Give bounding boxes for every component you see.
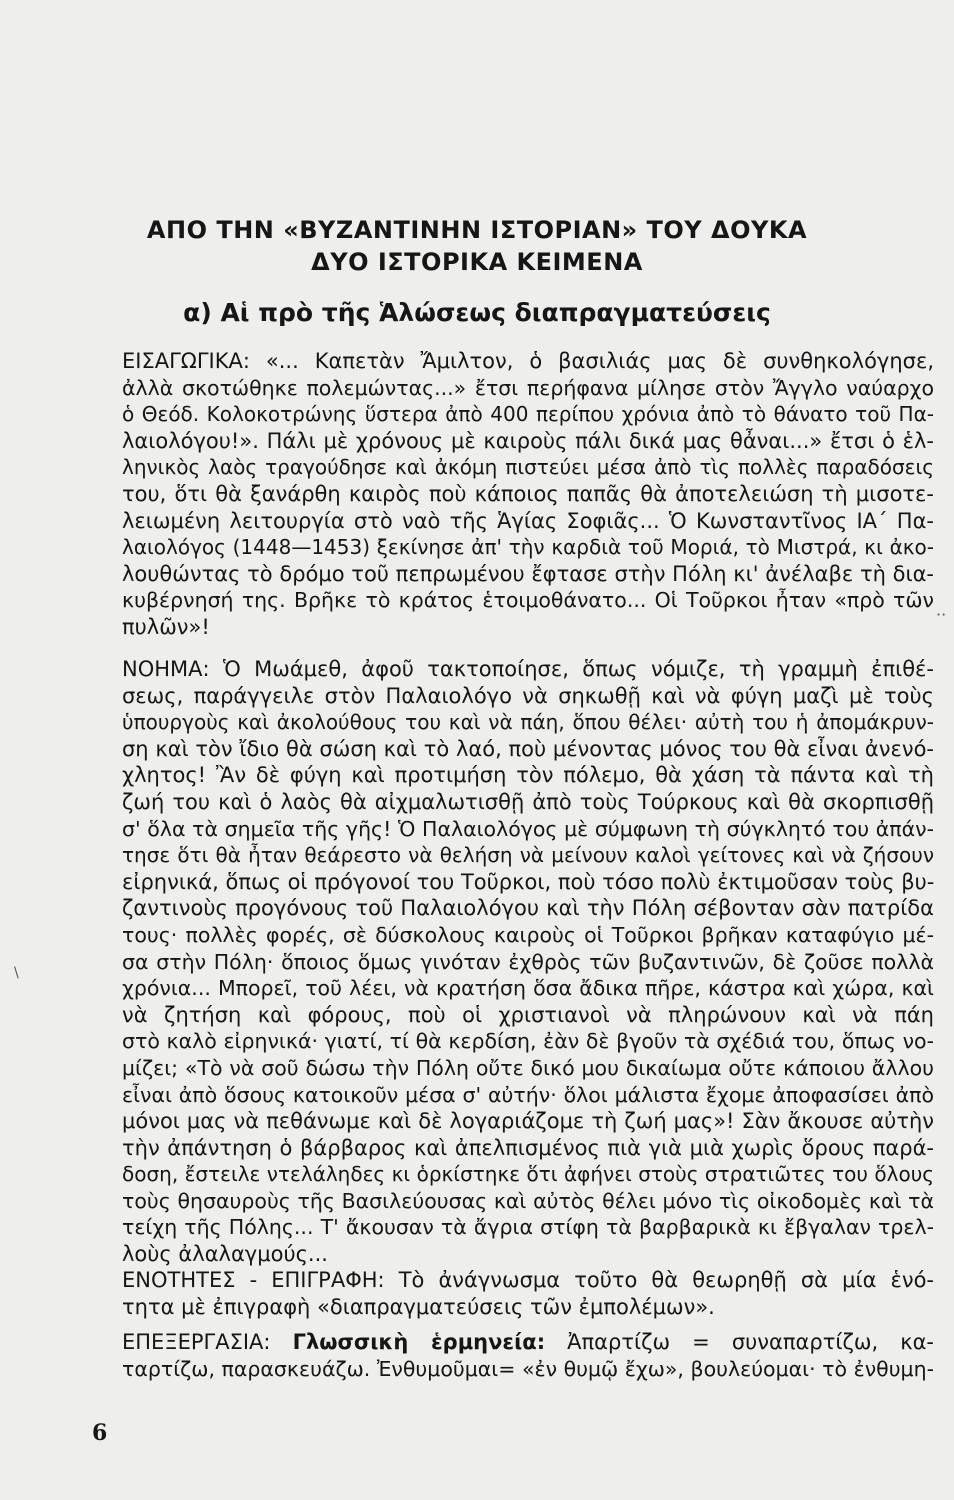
text-line: δοση, ἔστειλε ντελάληδες κι ὁρκίστηκε ὅτι ἀφήνει στοὺς στρατιῶτες του ὅλους <box>122 1162 934 1187</box>
text-line: ταρτίζω, παρασκευάζω. Ἐνθυμοῦμαι= «ἐν θυμῷ ἔχω», βουλεύομαι· τὸ ἐνθυμη- <box>122 1356 934 1381</box>
text-line: εἰρηνικά, ὅπως οἱ πρόγονοί του Τοῦρκοι, ποὺ τόσο πολὺ ἐκτιμοῦσαν τοὺς βυ- <box>122 869 935 894</box>
enotites-label: ΕΝΟΤΗΤΕΣ - ΕΠΙΓΡΑΦΗ: <box>122 1268 385 1292</box>
text-line: χρόνια... Μπορεῖ, τοῦ λέει, νὰ κρατήση ὅσα ἄδικα πῆρε, κάστρα καὶ χώρα, καὶ <box>122 976 934 1001</box>
text-line: ὑπουργοὺς καὶ ἀκολούθους του καὶ νὰ πάη, ὅπου θέλει· αὐτὴ του ἡ ἀπομάκρυν- <box>122 710 934 735</box>
noima-label: ΝΟΗΜΑ: <box>122 657 210 681</box>
title-line-1: ΑΠΟ ΤΗΝ «ΒΥΖΑΝΤΙΝΗΝ ΙΣΤΟΡΙΑΝ» ΤΟΥ ΔΟΥΚΑ <box>146 216 808 244</box>
text-line: τησε ὅτι θὰ ἦταν θεάρεστο νὰ θελήση νὰ μείνουν καλοὶ γείτονες καὶ νὰ ζήσουν <box>122 843 934 868</box>
text-line: τητα μὲ ἐπιγραφὴ «διαπραγματεύσεις τῶν ἐμπολέμων». <box>122 1294 715 1319</box>
text-line: λαιολόγου!». Πάλι μὲ χρόνους μὲ καιροὺς πάλι δικά μας θἆναι...» ἔτσι ὁ ἑλ- <box>122 428 934 453</box>
text-line: του, ὅτι θὰ ξανάρθη καιρὸς ποὺ κάποιος παπᾶς θὰ ἀποτελειώση τὴ μισοτε- <box>122 481 934 506</box>
text-line: τείχη τῆς Πόλης... Τ' ἄκουσαν τὰ ἄγρια στίφη τὰ βαρβαρικὰ κι ἔβγαλαν τρελ- <box>122 1215 934 1240</box>
margin-mark: \ <box>14 965 19 981</box>
text-line: λοὺς ἀλαλαγμούς... <box>122 1242 328 1267</box>
text-line: σα στὴν Πόλη· ὅποιος ὅμως γινόταν ἐχθρὸς τῶν βυζαντινῶν, δὲ ζοῦσε πολλὰ <box>122 949 934 974</box>
text-line: τοὺς θησαυροὺς τῆς Βασιλεύουσας καὶ αὐτὸς θέλει μόνο τὶς οἰκοδομὲς καὶ τὰ <box>122 1188 934 1213</box>
text-line: ζαντινοὺς προγόνους τοῦ Παλαιολόγου καὶ τὴν Πόλη σέβονταν σὰν πατρίδα <box>122 896 934 921</box>
noima-paragraph <box>122 656 934 1268</box>
text-line: λειωμένη λειτουργία στὸ ναὸ τῆς Ἁγίας Σοφιᾶς... Ὁ Κωνσταντῖνος ΙΑ΄ Πα- <box>122 508 934 533</box>
text-line: ΝΟΗΜΑ: Ὁ Μωάμεθ, ἀφοῦ τακτοποίησε, ὅπως νόμιζε, τὴ γραμμὴ ἐπιθέ- <box>122 657 934 681</box>
epexergasia-label: ΕΠΕΞΕΡΓΑΣΙΑ: <box>122 1330 271 1354</box>
text-line: τους· πολλὲς φορές, σὲ δύσκολους καιροὺς οἱ Τοῦρκοι βρῆκαν καταφύγιο μέ- <box>122 922 934 947</box>
margin-mark: ·· <box>936 605 947 624</box>
page-number: 6 <box>92 1420 108 1446</box>
text-line: ΕΙΣΑΓΩΓΙΚΑ: «... Καπετὰν Ἄμιλτον, ὁ βασιλιάς μας δὲ συνθηκολόγησε, <box>122 349 934 373</box>
text-line: νὰ ζητήση καὶ φόρους, ποὺ οἱ χριστιανοὶ νὰ πληρώνουν καὶ νὰ πάη <box>122 1002 934 1027</box>
glossiki-label: Γλωσσικὴ ἑρμηνεία: <box>292 1330 546 1354</box>
enotites-paragraph <box>122 1267 934 1320</box>
title-line-2: ΔΥΟ ΙΣΤΟΡΙΚΑ ΚΕΙΜΕΝΑ <box>311 248 643 276</box>
text-line: μόνοι μας νὰ πεθάνωμε καὶ δὲ λογαριάζομε τὴ ζωή μας»! Σὰν ἄκουσε αὐτὴν <box>122 1109 934 1134</box>
text-line: ζωή του καὶ ὁ λαὸς θὰ αἰχμαλωτισθῇ ἀπὸ τοὺς Τούρκους καὶ θὰ σκορπισθῇ <box>122 789 934 814</box>
text-line: εἶναι ἀπὸ ὅσους κατοικοῦν μέσα σ' αὐτήν· ὅλοι μάλιστα ἔχομε ἀποφασίσει ἀπὸ <box>122 1082 934 1107</box>
text-line: πυλῶν»! <box>122 614 210 639</box>
text-line: ΕΝΟΤΗΤΕΣ - ΕΠΙΓΡΑΦΗ: Τὸ ἀνάγνωσμα τοῦτο θὰ θεωρηθῇ σὰ μία ἑνό- <box>122 1268 934 1292</box>
text-line: κυβέρνησή της. Βρῆκε τὸ κράτος ἑτοιμοθάνατο... Οἱ Τοῦρκοι ἦταν «πρὸ τῶν <box>122 588 934 613</box>
text-line: ση καὶ τὸν ἴδιο θὰ σώση καὶ τὸ λαό, ποὺ μένοντας μόνος του θὰ εἶναι ἀνενό- <box>122 736 934 761</box>
text-line: σεως, παράγγειλε στὸν Παλαιολόγο νὰ σηκωθῇ καὶ νὰ φύγη μαζὶ μὲ τοὺς <box>122 683 934 708</box>
text-line: μίζει; «Τὸ νὰ σοῦ δώσω τὴν Πόλη οὔτε δικό μου δικαίωμα οὔτε κάποιου ἄλλου <box>122 1055 934 1080</box>
text-line: στὸ καλὸ εἰρηνικά· γιατί, τί θὰ κερδίση, ἐὰν δὲ βγοῦν τὰ σχέδιά του, ὅπως νο- <box>122 1029 934 1054</box>
intro-paragraph <box>122 348 934 641</box>
text-line: ὁ Θεόδ. Κολοκοτρώνης ὕστερα ἀπὸ 400 περίπου χρόνια ἀπὸ τὸ θάνατο τοῦ Πα- <box>122 402 934 427</box>
text-line: λαιολόγος (1448—1453) ξεκίνησε ἀπ' τὴν καρδιὰ τοῦ Μοριά, τὸ Μιστρά, κι ἀκο- <box>122 535 934 560</box>
text-line: ἀλλὰ σκοτώθηκε πολεμώντας...» ἔτσι περήφανα μίλησε στὸν Ἄγγλο ναύαρχο <box>122 375 934 400</box>
section-subtitle: α) Αἱ πρὸ τῆς Ἁλώσεως διαπραγματεύσεις <box>183 298 771 327</box>
text-line: ληνικὸς λαὸς τραγούδησε καὶ ἀκόμη πιστεύει μέσα ἀπὸ τὶς πολλὲς παραδόσεις <box>122 455 934 480</box>
text-line: ΕΠΕΞΕΡΓΑΣΙΑ: Γλωσσικὴ ἑρμηνεία: Ἀπαρτίζω = συναπαρτίζω, κα- <box>122 1330 934 1354</box>
epexergasia-paragraph <box>122 1329 934 1382</box>
text-line: σ' ὅλα τὰ σημεῖα τῆς γῆς! Ὁ Παλαιολόγος μὲ σύμφωνη τὴ σύγκλητό του ἀπάν- <box>122 816 934 841</box>
text-line: λουθώντας τὸ δρόμο τοῦ πεπρωμένου ἔφτασε στὴν Πόλη κι' ἀνέλαβε τὴ δια- <box>122 561 934 586</box>
text-line: τὴν ἀπάντηση ὁ βάρβαρος καὶ ἀπελπισμένος πιὰ γιὰ μιὰ χωρὶς ὅρους παρά- <box>122 1135 934 1160</box>
text-line: χλητος! Ἂν δὲ φύγη καὶ προτιμήση τὸν πόλεμο, θὰ χάση τὰ πάντα καὶ τὴ <box>122 763 934 788</box>
intro-label: ΕΙΣΑΓΩΓΙΚΑ: <box>122 349 250 373</box>
